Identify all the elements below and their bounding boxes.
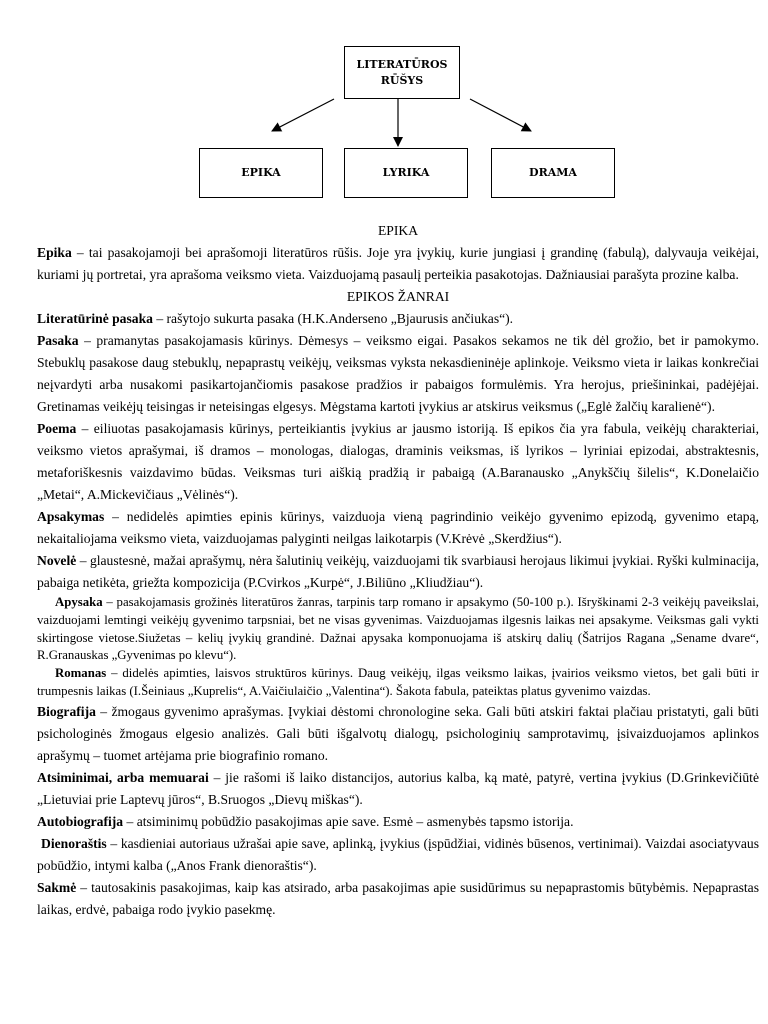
genre-apsakymas (37, 506, 759, 550)
genre-novele (37, 550, 759, 594)
arrow-to-drama (470, 99, 531, 131)
genre-dienorastis (37, 833, 759, 877)
arrow-to-epika (272, 99, 334, 131)
definition: – pasakojamasis grožinės literatūros žanras, tarpinis tarp romano ir apsakymo (50-100 p.). Išryškinami 2-3 veikėjų paveikslai, vaizduojami lemtingi veikėjų gyvenimo tarpsniai, bet ne visas gyvenimas. Vaizduojamas ilgesnis laikas nei apsakyme. Veiksmas gali vykti skirtingose vietose.Siužetas – kelių įvykių grandinė. Dažnai apysaka komponuojama iš atskirų dalių (Šatrijos Ragana „Sename dvare“, R.Granauskas „Gyvenimas po klevu“). (37, 595, 759, 663)
term: Pasaka (37, 333, 79, 348)
term: Dienoraštis (41, 835, 107, 851)
diagram-box-epika: EPIKA (199, 148, 323, 198)
genre-autobiografija (37, 811, 759, 833)
definition: – didelės apimties, laisvos struktūros kūrinys. Daug veikėjų, ilgas veiksmo laikas, įvairios veiksmo vietos, bet gali būti ir trumpesnis laikas (I.Šeiniaus „Kuprelis“, A.Vaičiulaičio „Valentina“). Šakota fabula, pateiktas platus gyvenimo vaizdas. (37, 666, 759, 698)
genre-literaturine-pasaka (37, 308, 759, 330)
definition: – kasdieniai autoriaus užrašai apie save, aplinką, įvykius (įspūdžiai, vidinės būsenos, vertinimai). Vaizdai asociatyvaus pobūdžio, intymi kalba („Anos Frank dienoraštis“). (37, 835, 759, 873)
epika-definition (37, 242, 759, 286)
genre-sakme (37, 877, 759, 921)
term: Literatūrinė pasaka (37, 311, 153, 326)
definition: – žmogaus gyvenimo aprašymas. Įvykiai dėstomi chronologine seka. Gali būti atskiri faktai plačiau pristatyti, gali būti psichologinės žmogaus elgesio analizės. Gali būti išgalvotų dialogų, psichologinių samprotavimų, įsivaizduojamos aplinkos aprašymų – tuomet artėjama prie biografinio romano. (37, 703, 759, 763)
diagram-box-lyrika: LYRIKA (344, 148, 468, 198)
document-body (37, 220, 759, 921)
definition: – atsiminimų pobūdžio pasakojimas apie save. Esmė – asmenybės tapsmo istorija. (123, 813, 574, 829)
genres-title: EPIKOS ŽANRAI (346, 289, 450, 304)
literature-types-diagram (0, 0, 768, 215)
genre-poema (37, 418, 759, 506)
term: Epika (37, 245, 72, 260)
definition: – jie rašomi iš laiko distancijos, autorius kalba, ką matė, patyrė, vertina įvykius (D.Grinkevičiūtė „Lietuviai prie Laptevų jūros“, B.Sruogos „Dievų miškas“). (37, 769, 759, 807)
definition: – eiliuotas pasakojamasis kūrinys, perteikiantis įvykius ar jausmo istoriją. Iš epikos čia yra fabula, veikėjų charakteriai, veiksmo vietos aprašymai, iš dramos – monologas, dialogas, draminis veiksmas, iš lyrikos – lyriniai epizodai, abstraktesnis, metaforiškesnis vaizdavimo būdas. Veiksmas turi aiškią pradžią ir pabaigą (A.Baranausko „Anykščių šilelis“, K.Donelaičio „Metai“, A.Mickevičiaus „Vėlinės“). (37, 421, 759, 502)
diagram-root-line2: RŪŠYS (380, 73, 424, 87)
term: Novelė (37, 553, 77, 568)
diagram-root-line1: LITERATŪROS (356, 57, 448, 71)
definition: – tai pasakojamoji bei aprašomoji literatūros rūšis. Joje yra įvykių, kurie jungiasi į grandinę (fabulą), dalyvauja veikėjai, kuriami jų portretai, yra aprašoma veiksmo vieta. Vaizduojamą pasaulį perteikia pasakotojas. Dažniausiai parašyta prozine kalba. (37, 245, 759, 282)
genre-pasaka (37, 330, 759, 418)
definition: – nedidelės apimties epinis kūrinys, vaizduoja vieną pagrindinio veikėjo gyvenimo epizodą, gyvenimo etapą, nekaitaliojama veiksmo vieta, vaizduojamas palyginti neilgas laikotarpis (V.Krėvė „Skerdžius“). (37, 509, 759, 546)
term: Romanas (55, 666, 107, 681)
term: Atsiminimai, arba memuarai (37, 769, 209, 785)
diagram-box-drama: DRAMA (491, 148, 615, 198)
genre-atsiminimai (37, 767, 759, 811)
term: Sakmė (37, 879, 77, 895)
definition: – glaustesnė, mažai aprašymų, nėra šalutinių veikėjų, vaizduojami tik svarbiausi herojaus likimui įvykiai. Ryški kulminacija, pabaiga netikėta, griežta kompozicija (P.Cvirkos „Kurpė“, J.Biliūno „Kliudžiau“). (37, 553, 759, 590)
definition: – tautosakinis pasakojimas, kaip kas atsirado, arba pasakojimas apie susidūrimus su nepaprastomis būtybėmis. Nepaprastas laikas, erdvė, pabaiga rodo įvykio pasekmę. (37, 879, 759, 917)
term: Poema (37, 421, 77, 436)
definition: – pramanytas pasakojamasis kūrinys. Dėmesys – veiksmo eigai. Pasakos sekamos ne tik dėl grožio, bet ir pamokymo. Stebuklų pasakose daug stebuklų, nepaprastų veikėjų, veiksmas vyksta nekasdieninėje aplinkoje. Veiksmo vieta ir laikas konkrečiai neįvardyti arba nusakomi pasikartojančiomis pasakose pradžios ir pabaigos formulėmis. Yra herojus, priešininkai, padėjėjai. Gretinamas veikėjų teisingas ir neteisingas elgesys. Mėgstama kartoti įvykius ar atskirus veiksmus („Eglė žalčių karalienė“). (37, 333, 759, 414)
term: Apysaka (55, 595, 103, 609)
term: Autobiografija (37, 813, 124, 829)
genre-romanas (37, 665, 759, 701)
term: Biografija (37, 703, 96, 719)
genre-apysaka (37, 594, 759, 665)
section-title: EPIKA (377, 223, 419, 238)
definition: – rašytojo sukurta pasaka (H.K.Anderseno „Bjaurusis ančiukas“). (152, 311, 514, 326)
diagram-root-box (344, 46, 460, 99)
genre-biografija (37, 701, 759, 767)
term: Apsakymas (37, 509, 105, 524)
